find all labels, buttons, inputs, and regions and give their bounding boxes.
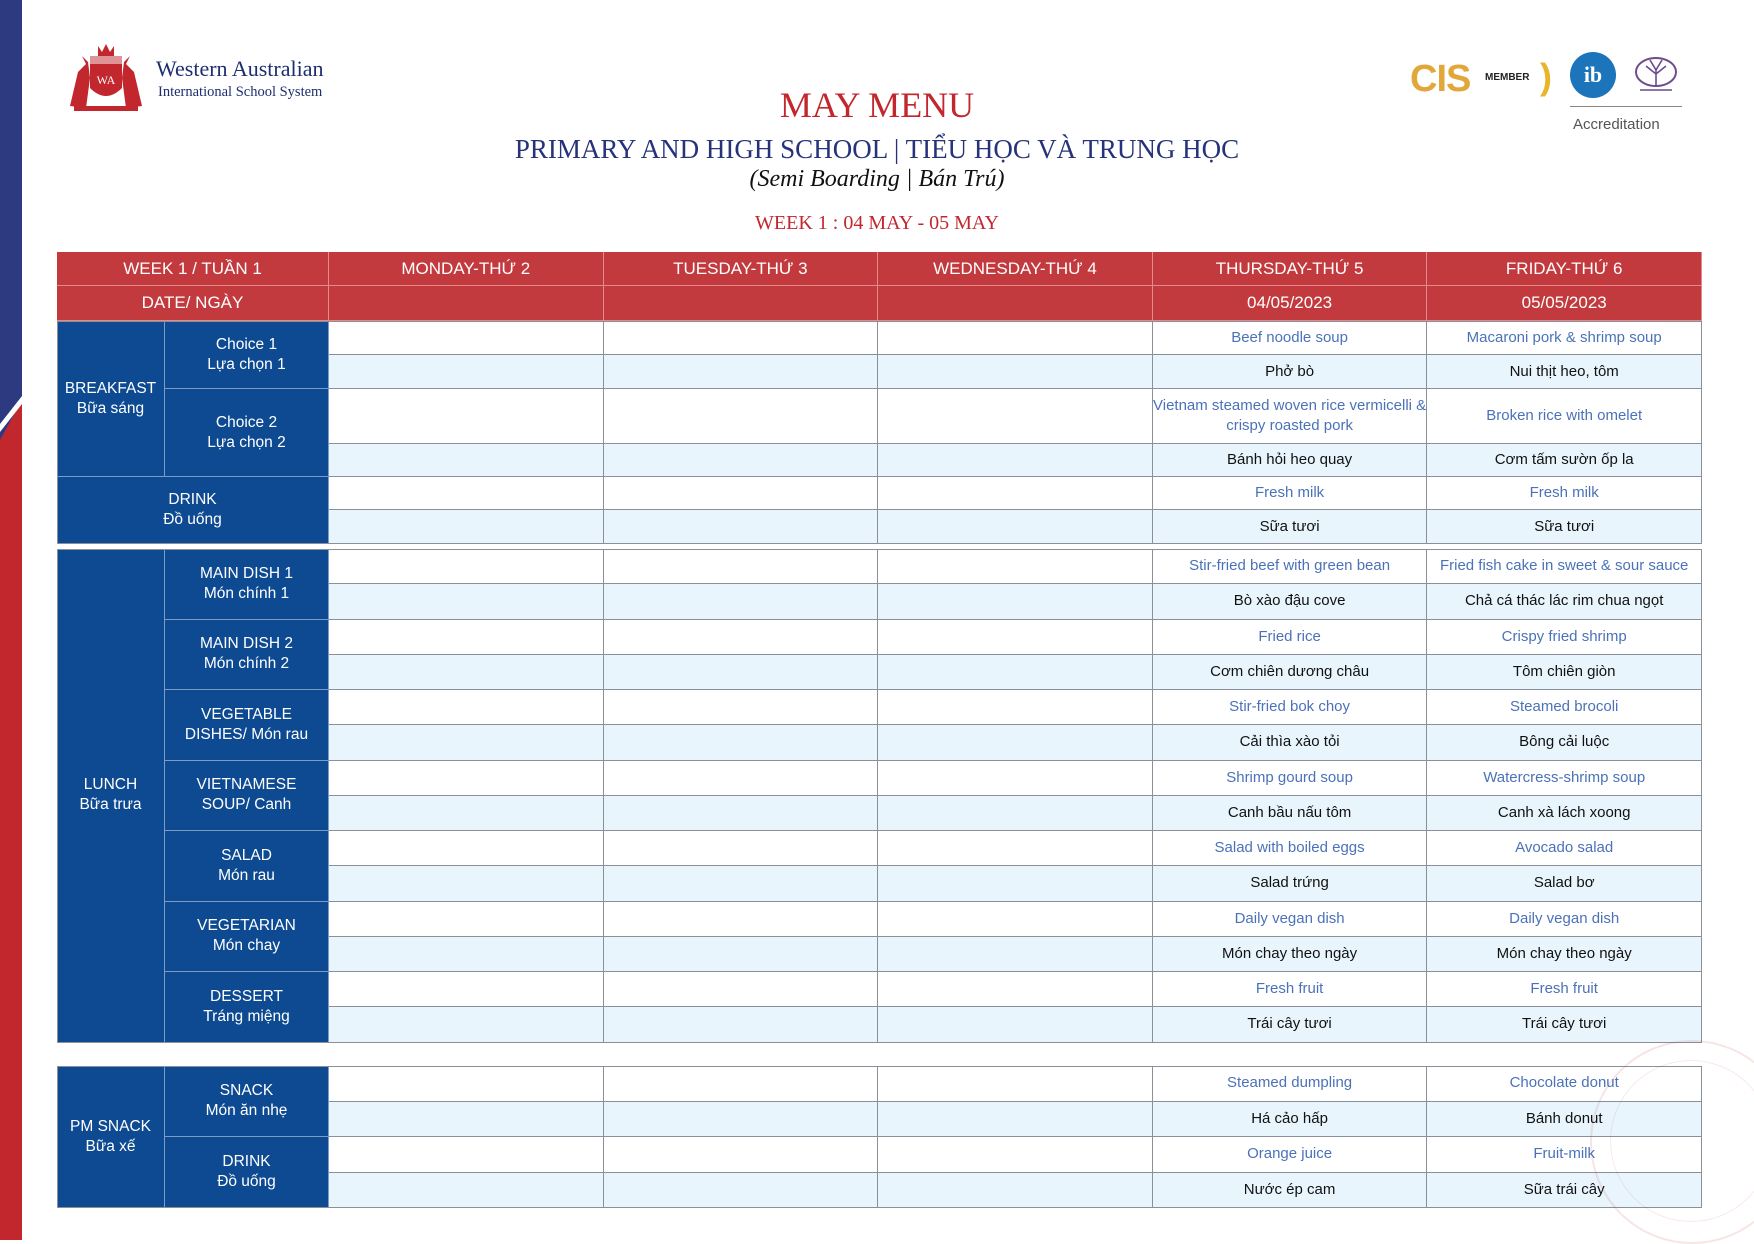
menu-item-vietnamese: Tôm chiên giòn (1427, 655, 1702, 690)
menu-item-vietnamese: Salad bơ (1427, 866, 1702, 901)
cis-bracket-icon: ) (1540, 56, 1552, 97)
menu-item-vietnamese (878, 655, 1153, 690)
menu-item-vietnamese (604, 655, 879, 690)
menu-item-vietnamese (604, 355, 879, 389)
menu-item-english (878, 1066, 1153, 1102)
menu-item-english: Macaroni pork & shrimp soup (1427, 321, 1702, 355)
section-lunch-label: LUNCH Bữa trưa (79, 776, 142, 814)
menu-item-english (878, 690, 1153, 725)
menu-item-vietnamese: Canh bầu nấu tôm (1153, 796, 1428, 831)
category-snack-drink (165, 1137, 329, 1208)
category-main2 (165, 620, 329, 691)
menu-item-english (329, 972, 604, 1007)
date-cell: 05/05/2023 (1427, 286, 1702, 321)
menu-item-english: Shrimp gourd soup (1153, 761, 1428, 796)
menu-item-vietnamese: Món chay theo ngày (1153, 937, 1428, 972)
menu-item-vietnamese (878, 866, 1153, 901)
menu-item-english (604, 1137, 879, 1173)
menu-item-vietnamese (878, 1102, 1153, 1138)
menu-item-vietnamese (604, 725, 879, 760)
menu-item-english: Fresh fruit (1153, 972, 1428, 1007)
menu-item-vietnamese (329, 1102, 604, 1138)
menu-item-vietnamese (604, 584, 879, 619)
menu-item-english (878, 972, 1153, 1007)
menu-item-english: Fresh milk (1153, 477, 1428, 510)
page-subtitle: PRIMARY AND HIGH SCHOOL | TIỂU HỌC VÀ TRUNG HỌC (514, 134, 1240, 164)
menu-item-english (329, 389, 604, 444)
menu-item-english (329, 1137, 604, 1173)
day-header: WEDNESDAY-THỨ 4 (878, 252, 1153, 286)
menu-item-english: Steamed dumpling (1153, 1066, 1428, 1102)
menu-item-english (878, 321, 1153, 355)
menu-item-english (878, 389, 1153, 444)
category-vegetarian (165, 902, 329, 973)
day-header: TUESDAY-THỨ 3 (604, 252, 879, 286)
section-breakfast-label: BREAKFAST Bữa sáng (64, 379, 157, 417)
menu-item-vietnamese: Chả cá thác lác rim chua ngọt (1427, 584, 1702, 619)
menu-item-vietnamese: Món chay theo ngày (1427, 937, 1702, 972)
menu-item-english: Crispy fried shrimp (1427, 620, 1702, 655)
menu-item-english: Stir-fried bok choy (1153, 690, 1428, 725)
menu-item-vietnamese (604, 444, 879, 477)
menu-item-english: Fruit-milk (1427, 1137, 1702, 1173)
menu-item-english (604, 549, 879, 584)
category-choice1-label: Choice 1 Lựa chọn 1 (207, 335, 286, 373)
menu-item-vietnamese (329, 1007, 604, 1042)
menu-item-english (329, 690, 604, 725)
menu-item-english (604, 477, 879, 510)
menu-item-english (878, 831, 1153, 866)
section-drink (57, 477, 329, 544)
category-main1-label: MAIN DISH 1 Món chính 1 (199, 564, 293, 602)
menu-item-vietnamese (604, 937, 879, 972)
page-title: MAY MENU (779, 85, 975, 125)
menu-item-vietnamese: Cơm tấm sườn ốp la (1427, 444, 1702, 477)
category-choice1 (165, 321, 329, 389)
menu-item-vietnamese (878, 584, 1153, 619)
week-header: WEEK 1 / TUẦN 1 (57, 252, 329, 286)
menu-item-vietnamese: Trái cây tươi (1153, 1007, 1428, 1042)
menu-item-english: Fresh fruit (1427, 972, 1702, 1007)
menu-item-english (329, 549, 604, 584)
accreditation-label: Accreditation (1573, 116, 1660, 133)
menu-item-vietnamese (604, 510, 879, 544)
day-header: FRIDAY-THỨ 6 (1427, 252, 1702, 286)
category-salad-label: SALAD Món rau (218, 846, 275, 884)
menu-item-english (878, 477, 1153, 510)
menu-item-vietnamese (329, 1173, 604, 1209)
section-breakfast (57, 321, 165, 477)
menu-item-vietnamese: Phở bò (1153, 355, 1428, 389)
ib-logo: ib (1570, 52, 1616, 98)
category-dessert-label: DESSERT Tráng miệng (203, 987, 290, 1025)
section-pm-snack-label: PM SNACK Bữa xế (70, 1117, 151, 1155)
menu-item-english (604, 1066, 879, 1102)
week-range: WEEK 1 : 04 MAY - 05 MAY (755, 212, 999, 234)
menu-item-vietnamese: Sữa tươi (1153, 510, 1428, 544)
menu-item-vietnamese (878, 725, 1153, 760)
menu-item-vietnamese (329, 655, 604, 690)
menu-item-english (604, 831, 879, 866)
menu-item-vietnamese (329, 866, 604, 901)
menu-item-english (329, 831, 604, 866)
menu-item-english (604, 690, 879, 725)
menu-item-english: Watercress-shrimp soup (1427, 761, 1702, 796)
menu-item-vietnamese: Sữa trái cây (1427, 1173, 1702, 1209)
menu-item-vietnamese (329, 796, 604, 831)
menu-item-vietnamese (604, 1173, 879, 1209)
category-snack-drink-label: DRINK Đồ uống (217, 1153, 276, 1190)
menu-item-english (878, 549, 1153, 584)
menu-item-vietnamese: Bò xào đậu cove (1153, 584, 1428, 619)
category-choice2 (165, 389, 329, 477)
menu-item-vietnamese (329, 725, 604, 760)
category-snack-label: SNACK Món ăn nhẹ (205, 1082, 288, 1119)
category-choice2-label: Choice 2 Lựa chọn 2 (207, 413, 286, 451)
menu-item-vietnamese: Trái cây tươi (1427, 1007, 1702, 1042)
menu-item-vietnamese (604, 796, 879, 831)
menu-item-vietnamese: Bông cải luộc (1427, 725, 1702, 760)
menu-item-english (604, 389, 879, 444)
menu-item-vietnamese (878, 1173, 1153, 1209)
menu-item-english (878, 902, 1153, 937)
menu-item-vietnamese (878, 510, 1153, 544)
menu-item-english: Orange juice (1153, 1137, 1428, 1173)
school-name-line2: International School System (158, 84, 323, 100)
category-snack (165, 1066, 329, 1137)
date-cell (878, 286, 1153, 321)
section-drink-label: DRINK Đồ uống (163, 491, 222, 528)
cis-member-label: MEMBER (1485, 72, 1530, 83)
menu-item-vietnamese: Canh xà lách xoong (1427, 796, 1702, 831)
category-main1 (165, 549, 329, 620)
menu-item-english (604, 761, 879, 796)
menu-item-english (878, 761, 1153, 796)
cis-letters: CIS (1410, 58, 1471, 100)
menu-item-english (329, 321, 604, 355)
svg-text:WA: WA (96, 73, 116, 87)
menu-item-english (604, 321, 879, 355)
menu-item-english: Fried fish cake in sweet & sour sauce (1427, 549, 1702, 584)
menu-item-vietnamese (878, 796, 1153, 831)
category-vegetable-label: VEGETABLE DISHES/ Món rau (184, 705, 309, 743)
menu-item-vietnamese: Nui thịt heo, tôm (1427, 355, 1702, 389)
category-main2-label: MAIN DISH 2 Món chính 2 (199, 635, 293, 673)
menu-item-vietnamese (329, 937, 604, 972)
menu-item-vietnamese: Salad trứng (1153, 866, 1428, 901)
menu-item-vietnamese: Sữa tươi (1427, 510, 1702, 544)
menu-item-english: Beef noodle soup (1153, 321, 1428, 355)
menu-item-vietnamese: Há cảo hấp (1153, 1102, 1428, 1138)
menu-item-english: Stir-fried beef with green bean (1153, 549, 1428, 584)
school-name-line1: Western Australian (156, 56, 324, 81)
menu-item-english (604, 620, 879, 655)
boarding-type: (Semi Boarding | Bán Trú) (749, 166, 1005, 192)
category-soup (165, 761, 329, 832)
menu-item-vietnamese (604, 1007, 879, 1042)
menu-item-english: Daily vegan dish (1153, 902, 1428, 937)
menu-item-english: Fresh milk (1427, 477, 1702, 510)
menu-item-english: Fried rice (1153, 620, 1428, 655)
menu-item-vietnamese (878, 937, 1153, 972)
section-lunch (57, 549, 165, 1043)
menu-item-english: Daily vegan dish (1427, 902, 1702, 937)
category-salad (165, 831, 329, 902)
category-vegetable (165, 690, 329, 761)
category-soup-label: VIETNAMESE SOUP/ Canh (196, 776, 297, 814)
menu-item-vietnamese (878, 1007, 1153, 1042)
menu-item-english (604, 972, 879, 1007)
menu-item-english: Avocado salad (1427, 831, 1702, 866)
menu-item-vietnamese: Cải thìa xào tỏi (1153, 725, 1428, 760)
section-pm-snack (57, 1066, 165, 1208)
menu-item-english (329, 902, 604, 937)
menu-item-vietnamese (604, 866, 879, 901)
menu-item-english (604, 902, 879, 937)
menu-item-vietnamese (604, 1102, 879, 1138)
menu-item-english (329, 477, 604, 510)
menu-item-english (878, 1137, 1153, 1173)
day-header: THURSDAY-THỨ 5 (1153, 252, 1428, 286)
day-header: MONDAY-THỨ 2 (329, 252, 604, 286)
category-dessert (165, 972, 329, 1043)
menu-item-english (329, 620, 604, 655)
menu-item-english (878, 620, 1153, 655)
menu-item-vietnamese: Nước ép cam (1153, 1173, 1428, 1209)
menu-item-vietnamese (329, 510, 604, 544)
menu-item-english: Vietnam steamed woven rice vermicelli & crispy roasted pork (1153, 389, 1428, 444)
menu-item-vietnamese: Bánh hỏi heo quay (1153, 444, 1428, 477)
menu-item-english (329, 761, 604, 796)
menu-item-vietnamese: Bánh donut (1427, 1102, 1702, 1138)
category-vegetarian-label: VEGETARIAN Món chay (197, 917, 296, 955)
menu-item-vietnamese (878, 355, 1153, 389)
menu-item-english (329, 1066, 604, 1102)
menu-item-english: Salad with boiled eggs (1153, 831, 1428, 866)
menu-item-english: Chocolate donut (1427, 1066, 1702, 1102)
menu-item-vietnamese (329, 584, 604, 619)
menu-item-vietnamese (329, 355, 604, 389)
menu-item-vietnamese (329, 444, 604, 477)
date-cell (329, 286, 604, 321)
menu-item-vietnamese: Cơm chiên dương châu (1153, 655, 1428, 690)
date-cell: 04/05/2023 (1153, 286, 1428, 321)
menu-item-english: Steamed brocoli (1427, 690, 1702, 725)
menu-item-english: Broken rice with omelet (1427, 389, 1702, 444)
date-header: DATE/ NGÀY (57, 286, 329, 321)
date-cell (604, 286, 879, 321)
menu-item-vietnamese (878, 444, 1153, 477)
